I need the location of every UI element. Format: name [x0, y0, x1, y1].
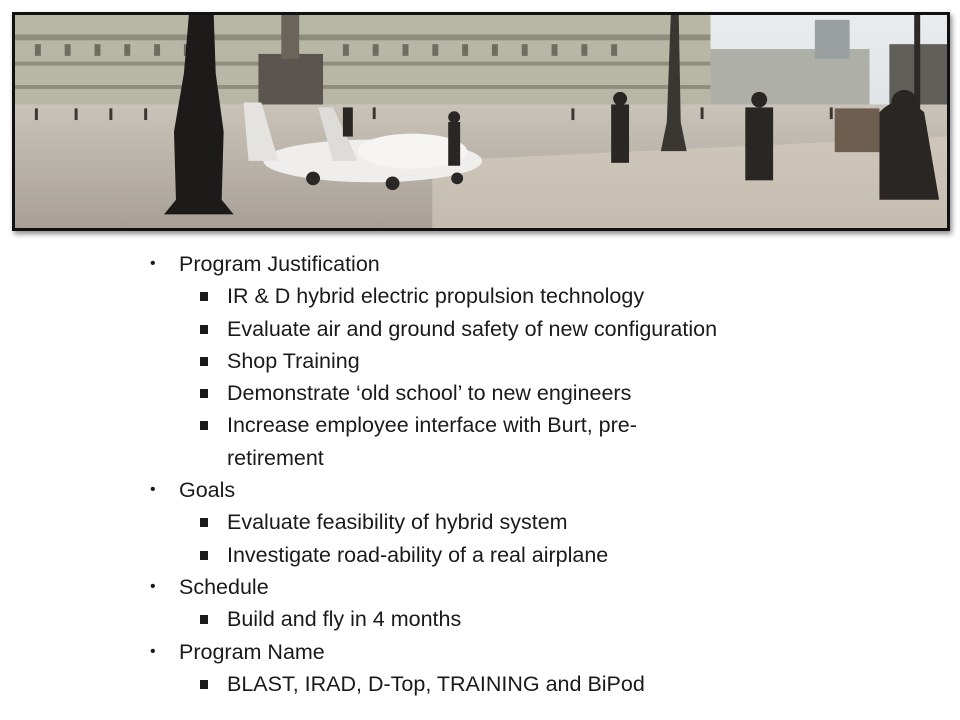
bullet-text: BLAST, IRAD, D-Top, TRAINING and BiPod	[227, 671, 645, 696]
square-bullet-icon	[200, 325, 208, 334]
list-item	[150, 668, 850, 700]
bullet-text: IR & D hybrid electric propulsion technology	[227, 284, 645, 309]
list-item	[150, 409, 687, 474]
bullet-text: Demonstrate ‘old school’ to new engineers	[227, 381, 632, 406]
round-bullet-icon: •	[150, 577, 156, 595]
square-bullet-icon	[200, 551, 208, 560]
list-item	[150, 603, 850, 635]
square-bullet-icon	[200, 680, 208, 689]
header-photo	[12, 12, 950, 231]
round-bullet-icon: •	[150, 642, 156, 660]
list-item	[150, 377, 850, 409]
square-bullet-icon	[200, 389, 208, 398]
list-item	[150, 506, 850, 538]
bullet-text: Program Justification	[179, 252, 380, 276]
bullet-text: Evaluate feasibility of hybrid system	[227, 510, 568, 535]
bullet-text: Shop Training	[227, 348, 360, 373]
square-bullet-icon	[200, 357, 208, 366]
square-bullet-icon	[200, 615, 208, 624]
square-bullet-icon	[200, 292, 208, 301]
round-bullet-icon: •	[150, 255, 156, 272]
list-item	[150, 539, 850, 571]
bullet-text: Investigate road-ability of a real airplane	[227, 542, 609, 567]
square-bullet-icon	[200, 518, 208, 527]
list-item	[150, 636, 850, 668]
list-item	[150, 280, 850, 312]
list-item	[150, 248, 850, 280]
bullet-text: Goals	[179, 478, 236, 503]
street-scene-image	[15, 15, 947, 228]
list-item	[150, 313, 850, 345]
bullet-text: Build and fly in 4 months	[227, 607, 462, 632]
list-item	[150, 571, 850, 603]
bullet-text: Program Name	[179, 639, 325, 664]
list-item	[150, 345, 850, 377]
square-bullet-icon	[200, 421, 208, 430]
round-bullet-icon: •	[150, 481, 156, 499]
bullet-text: Increase employee interface with Burt, pre-retirement	[227, 413, 637, 470]
bullet-text: Evaluate air and ground safety of new configuration	[227, 316, 718, 341]
bullet-list	[150, 248, 850, 700]
bullet-text: Schedule	[179, 574, 269, 599]
list-item	[150, 474, 850, 506]
